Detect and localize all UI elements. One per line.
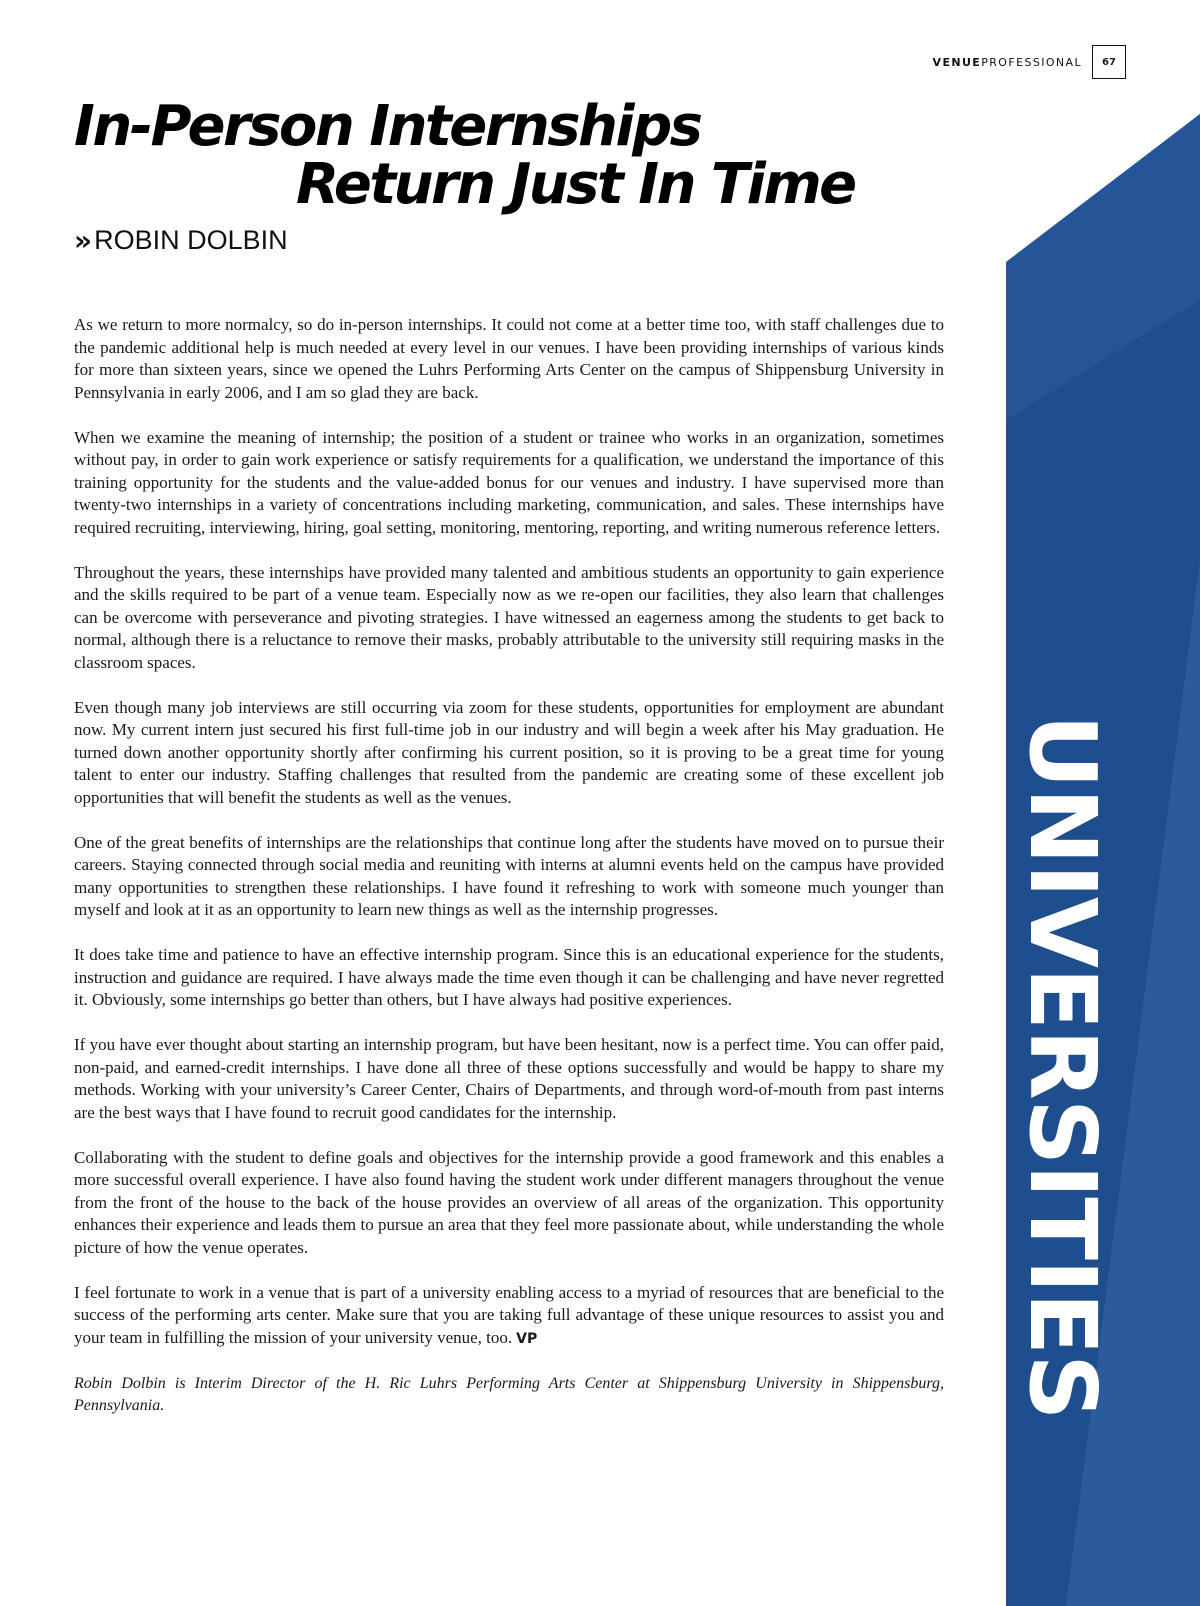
section-label: UNIVERSITIES: [1009, 714, 1116, 1420]
end-mark: VP: [516, 1330, 538, 1347]
page-number: 67: [1092, 45, 1126, 79]
title-line-2: Return Just In Time: [296, 152, 855, 217]
byline: [74, 224, 288, 257]
title-line-1: In-Person Internships: [74, 94, 701, 159]
paragraph: Collaborating with the student to define goals and objectives for the internship provide a good framework and this enables a more successful overall experience. I have also found having the student work under different managers throughout the venue from the front of the house to the back of the house provides an overview of all areas of the organization. This opportunity enhances their experience and leads them to pursue an area that they feel more passionate about, while understanding the whole picture of how the venue operates.: [74, 1147, 944, 1257]
paragraph: Even though many job interviews are still occurring via zoom for these students, opportunities for employment are abundant now. My current intern just secured his first full-time job in our industry and will begin a week after his May graduation. He turned down another opportunity shortly after confirming his current position, so it is proving to be a great time for young talent to enter our industry. Staffing challenges that resulted from the pandemic are creating some of these excellent job opportunities that will benefit the students as well as the venues.: [74, 697, 944, 807]
paragraph: Throughout the years, these internships have provided many talented and ambitious students an opportunity to gain experience and the skills required to be part of a venue team. Especially now as we re-open our facilities, they also learn that challenges can be overcome with perseverance and pivoting strategies. I have witnessed an eagerness among the students to get back to normal, although there is a reluctance to remove their masks, probably attributable to the university still requiring masks in the classroom spaces.: [74, 562, 944, 672]
author-name: ROBIN DOLBIN: [94, 225, 288, 255]
author-bio: Robin Dolbin is Interim Director of the H. Ric Luhrs Performing Arts Center at Shippensburg University in Shippensburg, Pennsylvania.: [74, 1374, 944, 1414]
masthead-brand: VENUE: [932, 55, 982, 69]
paragraph-final: [74, 1282, 944, 1351]
article-title: [74, 94, 855, 217]
article-body: [74, 314, 944, 1440]
masthead-suffix: PROFESSIONAL: [981, 55, 1082, 69]
paragraph: If you have ever thought about starting an internship program, but have been hesitant, now is a perfect time. You can offer paid, non-paid, and earned-credit internships. I have done all three of these options successfully and would be happy to share my methods. Working with your university’s Career Center, Chairs of Departments, and through word-of-mouth from past interns are the best ways that I have found to recruit good candidates for the internship.: [74, 1035, 944, 1122]
paragraph: When we examine the meaning of internship; the position of a student or trainee who works in an organization, sometimes without pay, in order to gain work experience or satisfy requirements for a qualification, we understand the importance of this training opportunity for the students and the value-added bonus for our venues and industry. I have supervised more than twenty-two internships in a variety of concentrations including marketing, communication, and sales. These internships have required recruiting, interviewing, hiring, goal setting, monitoring, mentoring, reporting, and writing numerous reference letters.: [74, 427, 944, 537]
paragraph: It does take time and patience to have an effective internship program. Since this is an educational experience for the students, instruction and guidance are required. I have always made the time even though it can be challenging and have never regretted it. Obviously, some internships go better than others, but I have always had positive experiences.: [74, 945, 944, 1009]
double-chevron-icon: »: [74, 224, 91, 257]
paragraph: One of the great benefits of internships are the relationships that continue long after the students have moved on to pursue their careers. Staying connected through social media and reuniting with interns at alumni events held on the campus have provided many opportunities to strengthen these relationships. I have found it refreshing to work with someone much younger than myself and look at it as an opportunity to learn new things as well as the internship progresses.: [74, 832, 944, 919]
paragraph: As we return to more normalcy, so do in-person internships. It could not come at a better time too, with staff challenges due to the pandemic additional help is much needed at every level in our venues. I have been providing internships of various kinds for more than sixteen years, since we opened the Luhrs Performing Arts Center on the campus of Shippensburg University in Pennsylvania in early 2006, and I am so glad they are back.: [74, 315, 944, 402]
paragraph-final-text: I feel fortunate to work in a venue that is part of a university enabling access to a myriad of resources that are beneficial to the success of the performing arts center. Make sure that you are taking full advantage of these unique resources to assist you and your team in fulfilling the mission of your university venue, too.: [74, 1282, 944, 1347]
